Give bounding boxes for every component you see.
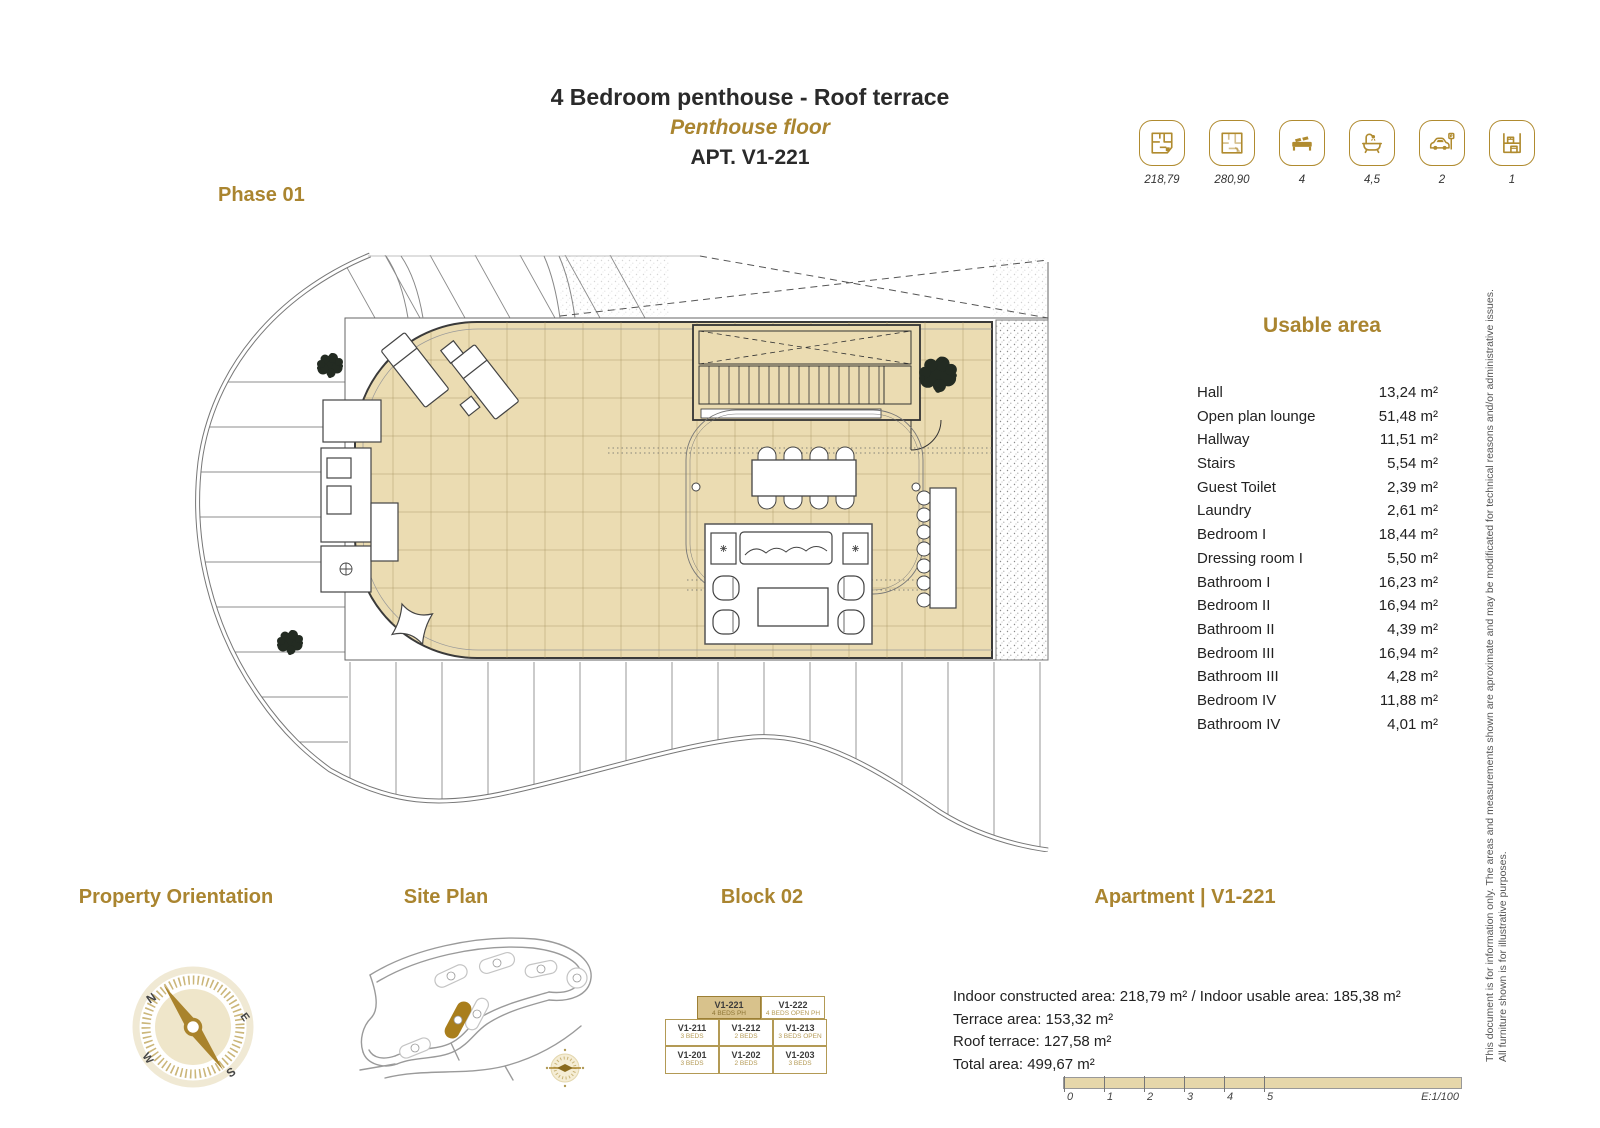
compass-west-label: W — [139, 1050, 156, 1067]
bedrooms-value: 4 — [1298, 174, 1306, 186]
room-area: 5,54 m² — [1387, 455, 1438, 473]
room-area: 18,44 m² — [1378, 526, 1438, 544]
spec-storage — [1477, 120, 1547, 186]
phase-label: Phase 01 — [218, 184, 305, 206]
bathrooms-icon — [1349, 120, 1395, 166]
usable-area-row — [1197, 408, 1438, 432]
usable-area-row — [1197, 455, 1438, 479]
apartment-summary — [953, 986, 1423, 1076]
room-area: 16,94 m² — [1378, 644, 1438, 662]
summary-line: Total area: 499,67 m² — [953, 1055, 1095, 1073]
parking-value: 2 — [1438, 174, 1446, 186]
room-label: Bedroom II — [1197, 597, 1271, 615]
scale-tick-label: 3 — [1187, 1091, 1194, 1103]
room-area: 5,50 m² — [1387, 549, 1438, 567]
tree — [277, 630, 303, 655]
spec-bedrooms — [1267, 120, 1337, 186]
disclaimer-line-1: This document is for information only. The areas and measurements shown are aproximate and may be modificated for technical reasons and/or administrative issues. — [1484, 289, 1496, 1062]
usable-area-row — [1197, 621, 1438, 645]
page-subtitle: Penthouse floor — [670, 116, 830, 139]
unit-type: 2 BEDS — [734, 1060, 758, 1067]
scale-tick-label: 4 — [1227, 1091, 1234, 1103]
unit-type: 3 BEDS — [680, 1033, 704, 1040]
block-cell-v1-213 — [773, 1019, 827, 1046]
scale-tick-label: 0 — [1067, 1091, 1074, 1103]
usable-area-row — [1197, 716, 1438, 740]
summary-line: Roof terrace: 127,58 m² — [953, 1033, 1112, 1050]
unit-code: V1-221 — [714, 1000, 744, 1010]
downlight — [912, 483, 920, 491]
property-orientation-title: Property Orientation — [78, 886, 274, 908]
block-cell-v1-212 — [719, 1019, 773, 1046]
apartment-code-title: APT. V1-221 — [690, 146, 810, 169]
block-cell-v1-222 — [761, 996, 825, 1019]
room-area: 51,48 m² — [1378, 407, 1438, 425]
total-area-plan-icon — [1209, 120, 1255, 166]
downlight — [692, 483, 700, 491]
scale-tick — [1104, 1076, 1105, 1092]
unit-type: 3 BEDS — [788, 1060, 812, 1067]
block-cell-v1-221 — [697, 996, 761, 1019]
spec-total-area — [1197, 120, 1267, 186]
room-area: 11,51 m² — [1379, 431, 1438, 449]
room-area: 4,28 m² — [1387, 668, 1438, 686]
room-area: 16,94 m² — [1378, 597, 1438, 615]
scale-bar — [1063, 1077, 1462, 1103]
unit-type: 3 BEDS OPEN — [778, 1033, 822, 1040]
usable-area-row — [1197, 550, 1438, 574]
usable-area-row — [1197, 597, 1438, 621]
room-label: Hall — [1197, 384, 1223, 401]
storage-value: 1 — [1508, 174, 1516, 186]
storage-icon — [1489, 120, 1535, 166]
total-area-value: 280,90 — [1214, 174, 1250, 186]
room-area: 2,61 m² — [1387, 502, 1438, 520]
unit-code: V1-203 — [785, 1050, 815, 1060]
block-cell-v1-203 — [773, 1046, 827, 1074]
room-label: Dressing room I — [1197, 549, 1303, 567]
room-area: 11,88 m² — [1379, 691, 1438, 709]
usable-area-row — [1197, 431, 1438, 455]
unit-code: V1-211 — [677, 1023, 707, 1033]
unit-code: V1-202 — [731, 1050, 761, 1060]
floor-plan-drawing — [180, 252, 1060, 852]
room-label: Open plan lounge — [1197, 407, 1316, 425]
apartment-section-title: Apartment | V1-221 — [1094, 886, 1276, 908]
sofa-set — [705, 524, 872, 644]
compass-east-label: E — [237, 1010, 252, 1024]
room-label: Bedroom III — [1197, 644, 1275, 662]
scale-tick-label: 5 — [1267, 1091, 1274, 1103]
room-label: Bathroom I — [1197, 573, 1271, 591]
unit-code: V1-212 — [731, 1023, 761, 1033]
page-title: 4 Bedroom penthouse - Roof terrace — [550, 84, 950, 110]
usable-area-row — [1197, 692, 1438, 716]
parking-icon — [1419, 120, 1465, 166]
site-plan-title: Site Plan — [403, 886, 489, 908]
unit-type: 4 BEDS OPEN PH — [765, 1010, 821, 1017]
bedrooms-icon — [1279, 120, 1325, 166]
site-plan-compass-icon — [546, 1049, 584, 1087]
constructed-area-plan-icon — [1139, 120, 1185, 166]
usable-area-row — [1197, 645, 1438, 669]
spec-bathrooms — [1337, 120, 1407, 186]
usable-area-row — [1197, 479, 1438, 503]
summary-line: Indoor constructed area: 218,79 m² / Indoor usable area: 185,38 m² — [953, 988, 1401, 1005]
room-label: Hallway — [1197, 431, 1250, 449]
room-label: Bedroom I — [1197, 526, 1267, 544]
scale-ratio-label: E:1/100 — [1421, 1091, 1459, 1103]
block-cell-v1-202 — [719, 1046, 773, 1074]
scale-tick — [1064, 1076, 1065, 1092]
room-area: 4,01 m² — [1387, 715, 1438, 733]
unit-code: V1-222 — [778, 1000, 808, 1010]
unit-code: V1-201 — [677, 1050, 707, 1060]
spec-icons-row — [1127, 120, 1557, 186]
room-label: Guest Toilet — [1197, 478, 1276, 496]
block-cell-v1-211 — [665, 1019, 719, 1046]
room-label: Bathroom III — [1197, 668, 1279, 686]
room-label: Stairs — [1197, 455, 1236, 473]
usable-area-list — [1197, 384, 1438, 739]
compass-south-label: S — [223, 1064, 239, 1081]
room-area: 16,23 m² — [1378, 573, 1438, 591]
room-label: Laundry — [1197, 502, 1252, 520]
room-label: Bedroom IV — [1197, 691, 1277, 709]
scale-tick-label: 2 — [1147, 1091, 1154, 1103]
scale-tick — [1144, 1076, 1145, 1092]
block-title: Block 02 — [720, 886, 804, 908]
compass-north-label: N — [143, 990, 159, 1007]
room-area: 4,39 m² — [1387, 620, 1438, 638]
block-unit-grid — [665, 996, 827, 1076]
scale-tick-label: 1 — [1107, 1091, 1114, 1103]
summary-line: Terrace area: 153,32 m² — [953, 1010, 1114, 1028]
constructed-area-value: 218,79 — [1144, 174, 1180, 186]
scale-tick — [1264, 1076, 1265, 1092]
scale-tick — [1184, 1076, 1185, 1092]
unit-code: V1-213 — [785, 1023, 815, 1033]
usable-area-row — [1197, 502, 1438, 526]
disclaimer-text — [1484, 289, 1510, 1062]
compass-icon — [128, 962, 258, 1092]
tree — [317, 353, 343, 378]
room-label: Bathroom IV — [1197, 715, 1281, 733]
usable-area-row — [1197, 526, 1438, 550]
room-label: Bathroom II — [1197, 620, 1275, 638]
spec-parking — [1407, 120, 1477, 186]
disclaimer-line-2: All furniture shown is for illustrative purposes. — [1497, 851, 1509, 1062]
room-area: 13,24 m² — [1378, 384, 1438, 401]
block-cell-v1-201 — [665, 1046, 719, 1074]
spec-constructed-area — [1127, 120, 1197, 186]
unit-type: 2 BEDS — [734, 1033, 758, 1040]
bathrooms-value: 4,5 — [1364, 174, 1380, 186]
unit-type: 3 BEDS — [680, 1060, 704, 1067]
site-plan-drawing — [355, 920, 605, 1100]
room-area: 2,39 m² — [1387, 478, 1438, 496]
usable-area-row — [1197, 668, 1438, 692]
usable-area-row — [1197, 574, 1438, 598]
scale-tick — [1224, 1076, 1225, 1092]
usable-area-title: Usable area — [1263, 314, 1381, 337]
unit-type: 4 BEDS PH — [712, 1010, 746, 1017]
usable-area-row — [1197, 384, 1438, 408]
